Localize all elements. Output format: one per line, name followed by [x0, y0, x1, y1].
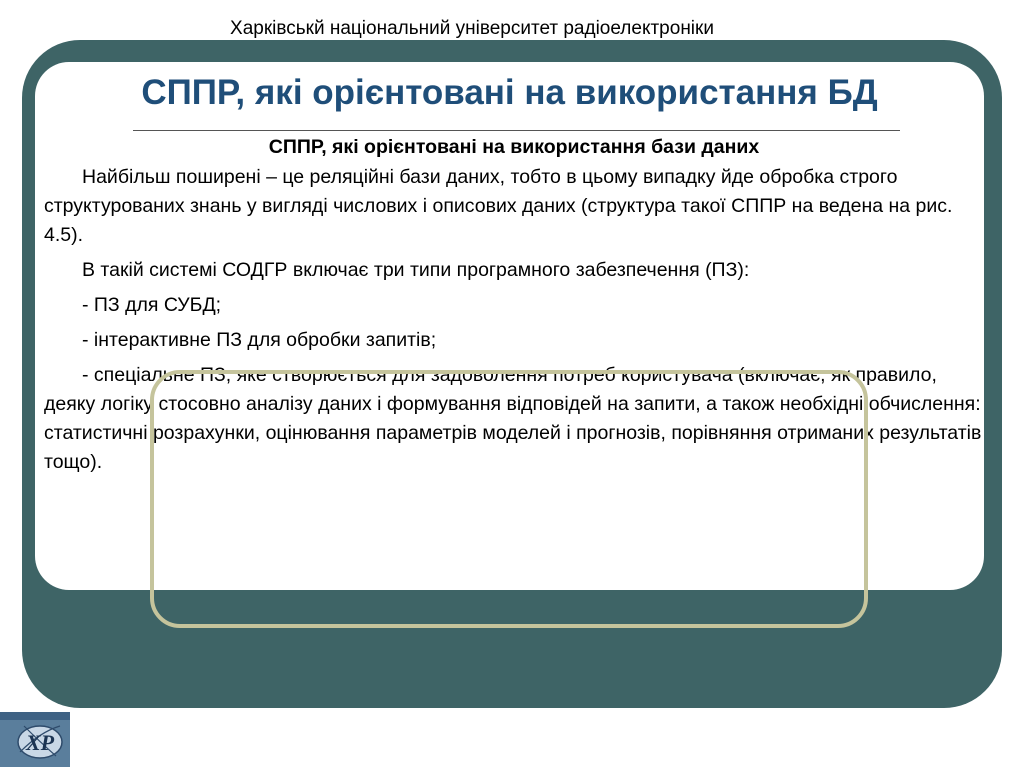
list-item-special-software: - спеціальне ПЗ, яке створюється для задоволення потреб користувача (включає, як правило, деяку логіку стосовно аналізу даних і формування відповідей на запити, а також необхідні обчислення: статистичні розрахунки, оцінювання параметрів моделей і прогнозів, порівняння отриманих результатів тощо). [44, 364, 982, 473]
university-header: Харківськй національний університет радіоелектроніки [230, 18, 714, 39]
list-item-query-software: - інтерактивне ПЗ для обробки запитів; [82, 329, 437, 351]
highlight-box [150, 370, 868, 628]
title-divider [133, 130, 900, 131]
university-logo-icon [0, 712, 70, 767]
paragraph-software-types: В такій системі СОДГР включає три типи програмного забезпечення (ПЗ): [82, 259, 750, 281]
logo-text: ХР [25, 730, 55, 755]
slide-title: СППР, які орієнтовані на використання БД [141, 73, 878, 112]
slide-subheading: СППР, які орієнтовані на використання бази даних [268, 136, 760, 158]
list-item-dbms: - ПЗ для СУБД; [82, 294, 222, 316]
paragraph-intro: Найбільш поширені – це реляційні бази даних, тобто в цьому випадку йде обробка строго структурованих знань у вигляді числових і описових даних (структура такої СППР на ведена на рис. 4.5). [44, 166, 953, 246]
